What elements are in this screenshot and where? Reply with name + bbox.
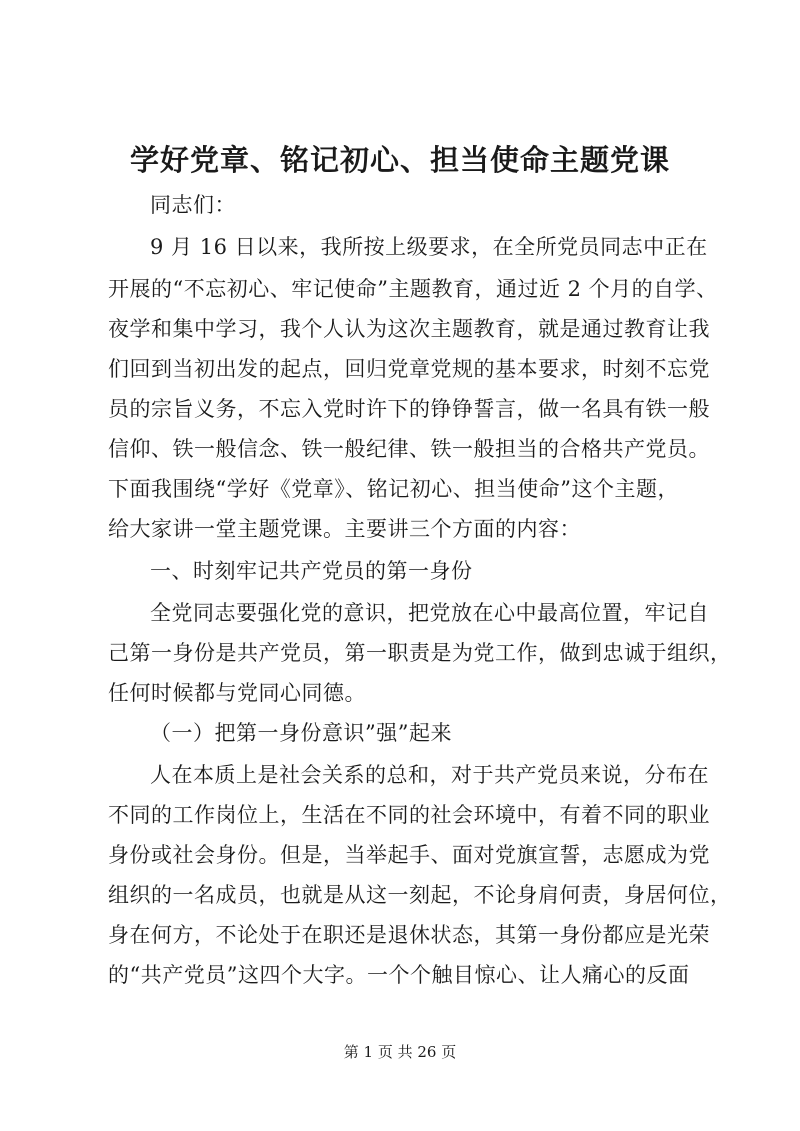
paragraph-line: 给大家讲一堂主题党课。主要讲三个方面的内容： (108, 517, 581, 541)
paragraph-line: 己第一身份是共产党员，第一职责是为党工作，做到忠诚于组织， (108, 641, 732, 665)
paragraph-line: 全党同志要强化党的意识，把党放在心中最高位置，牢记自 (150, 601, 709, 625)
paragraph-line: 身份或社会身份。但是，当举起手、面对党旗宣誓，志愿成为党 (108, 843, 710, 867)
paragraph-line: 下面我围绕“学好《党章》、铭记初心、担当使命”这个主题， (108, 477, 679, 501)
paragraph-line: 身在何方，不论处于在职还是退休状态，其第一身份都应是光荣 (108, 923, 710, 947)
document-title: 学好党章、铭记初心、担当使命主题党课 (129, 143, 670, 177)
paragraph-line: 夜学和集中学习，我个人认为这次主题教育，就是通过教育让我 (108, 317, 710, 341)
subsection-heading: （一）把第一身份意识”强”起来 (150, 721, 452, 745)
paragraph-line: 不同的工作岗位上，生活在不同的社会环境中，有着不同的职业 (108, 803, 710, 827)
paragraph-line: 员的宗旨义务，不忘入党时许下的铮铮誓言，做一名具有铁一般 (108, 397, 710, 421)
paragraph-line: 组织的一名成员，也就是从这一刻起，不论身肩何责，身居何位， (108, 883, 732, 907)
section-heading: 一、时刻牢记共产党员的第一身份 (150, 559, 473, 583)
paragraph-line: 们回到当初出发的起点，回归党章党规的基本要求，时刻不忘党 (108, 357, 710, 381)
paragraph-line: 开展的“不忘初心、牢记使命”主题教育，通过近 2 个月的自学、 (108, 277, 718, 301)
paragraph-line: 任何时候都与党同心同德。 (108, 681, 366, 705)
paragraph-line: 信仰、铁一般信念、铁一般纪律、铁一般担当的合格共产党员。 (108, 437, 710, 461)
page-number-footer: 第 1 页 共 26 页 (343, 1043, 457, 1061)
paragraph-line: 9 月 16 日以来，我所按上级要求，在全所党员同志中正在 (150, 235, 708, 259)
paragraph-line: 人在本质上是社会关系的总和，对于共产党员来说，分布在 (150, 763, 709, 787)
paragraph-line: 的“共产党员”这四个大字。一个个触目惊心、让人痛心的反面 (108, 963, 690, 987)
paragraph-line: 同志们： (150, 193, 236, 217)
